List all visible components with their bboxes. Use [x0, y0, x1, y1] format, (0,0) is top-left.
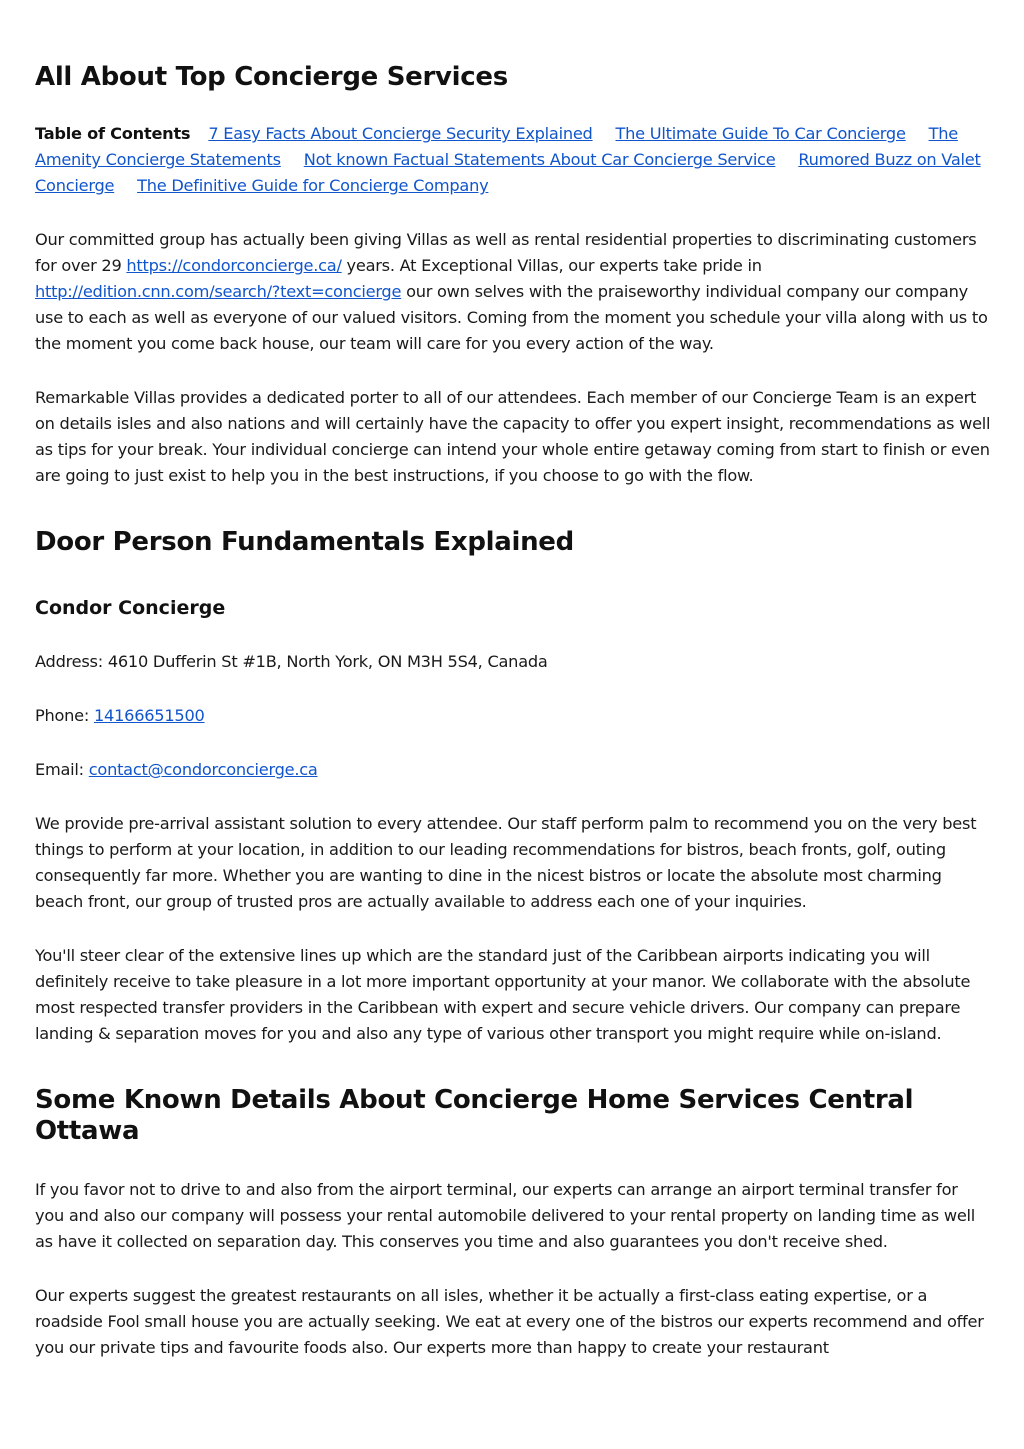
paragraph-text: years. At Exceptional Villas, our experts take pride in [341, 256, 762, 276]
phone-link[interactable]: 14166651500 [94, 706, 205, 726]
toc-link-amenity-concierge[interactable]: The Amenity Concierge Statements [35, 124, 958, 170]
address-label: Address: [35, 652, 108, 672]
page-title: All About Top Concierge Services [35, 62, 508, 92]
phone-label: Phone: [35, 706, 94, 726]
table-of-contents [35, 121, 991, 199]
paragraph-porter: Remarkable Villas provides a dedicated porter to all of our attendees. Each member of our Concierge Team is an expert on details isles and also nations and will certainly have the capacity to offer you expert insight, recommendations as well as tips for your break. Your individual concierge can intend your whole entire getaway coming from start to finish or even are going to just exist to help you in the best instructions, if you choose to go with the flow. [35, 388, 991, 486]
paragraph-pre-arrival: We provide pre-arrival assistant solution to every attendee. Our staff perform palm to recommend you on the very best things to perform at your location, in addition to our leading recommendations for bistros, beach fronts, golf, outing consequently far more. Whether you are wanting to dine in the nicest bistros or locate the absolute most charming beach front, our group of trusted pros are actually available to address each one of your inquiries. [35, 814, 977, 912]
article [35, 62, 991, 1361]
condor-concierge-link[interactable]: https://condorconcierge.ca/ [126, 256, 342, 276]
toc-label: Table of Contents [35, 124, 191, 144]
section-heading-home-services: Some Known Details About Concierge Home Services Central Ottawa [35, 1085, 914, 1147]
section-heading-door-person: Door Person Fundamentals Explained [35, 527, 574, 558]
email-link[interactable]: contact@condorconcierge.ca [88, 760, 318, 780]
paragraph-airport-lines: You'll steer clear of the extensive lines up which are the standard just of the Caribbean airports indicating you will definitely receive to take pleasure in a lot more important opportunity at your manor. We collaborate with the absolute most respected transfer providers in the Caribbean with expert and secure vehicle drivers. Our company can prepare landing & separation moves for you and also any type of various other transport you might require while on-island. [35, 946, 971, 1044]
paragraph-intro [35, 227, 991, 357]
paragraph-text: our own selves with the praiseworthy individual company our company use to each as well as everyone of our valued visitors. Coming from the moment you schedule your villa along with us to the moment you come back house, our team will care for you every action of the way. [35, 282, 988, 354]
toc-link-car-concierge-service[interactable]: Not known Factual Statements About Car Concierge Service [303, 150, 776, 170]
email-label: Email: [35, 760, 89, 780]
toc-link-car-concierge[interactable]: The Ultimate Guide To Car Concierge [615, 124, 906, 144]
paragraph-restaurants: Our experts suggest the greatest restaurants on all isles, whether it be actually a first-class eating expertise, or a roadside Fool small house you are actually seeking. We eat at every one of the bistros our experts recommend and offer you our private tips and favourite foods also. Our experts more than happy to create your restaurant [35, 1286, 984, 1358]
cnn-search-link[interactable]: http://edition.cnn.com/search/?text=concierge [35, 282, 402, 302]
address-value: 4610 Dufferin St #1B, North York, ON M3H 5S4, Canada [107, 652, 548, 672]
business-address [35, 649, 991, 675]
toc-link-valet-concierge[interactable]: Rumored Buzz on Valet Concierge [35, 150, 981, 196]
toc-link-concierge-security[interactable]: 7 Easy Facts About Concierge Security Explained [208, 124, 593, 144]
toc-link-concierge-company[interactable]: The Definitive Guide for Concierge Company [137, 176, 489, 196]
business-phone [35, 703, 991, 729]
business-email [35, 757, 991, 783]
business-name: Condor Concierge [35, 597, 226, 620]
paragraph-airport-transfer: If you favor not to drive to and also from the airport terminal, our experts can arrange an airport terminal transfer for you and also our company will possess your rental automobile delivered to your rental property on landing time as well as have it collected on separation day. This conserves you time and also guarantees you don't receive shed. [35, 1180, 976, 1252]
paragraph-text: Our committed group has actually been giving Villas as well as rental residential properties to discriminating customers for over 29 [35, 230, 977, 276]
